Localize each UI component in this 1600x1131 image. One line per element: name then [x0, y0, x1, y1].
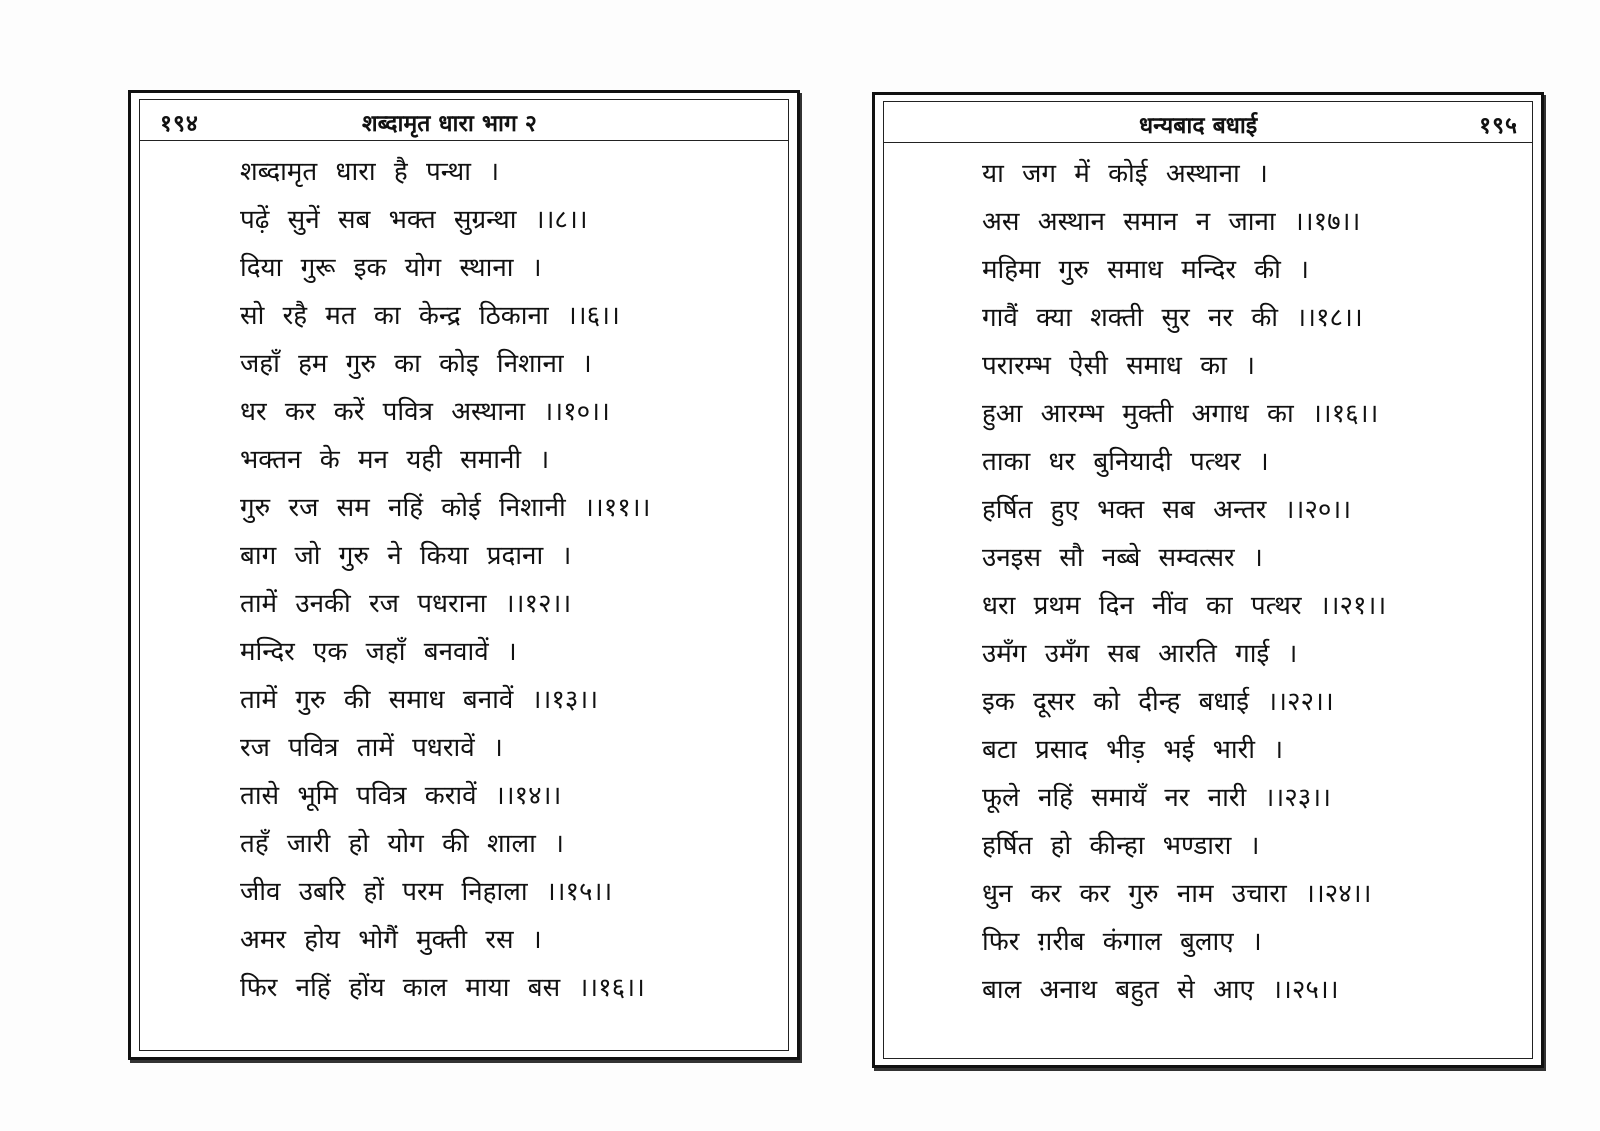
verse-line: शब्दामृत धारा है पन्था । — [240, 157, 500, 187]
verse-line: धुन कर कर गुरु नाम उचारा ।।२४।। — [982, 879, 1372, 909]
verse-line: इक दूसर को दीन्ह बधाई ।।२२।। — [982, 687, 1334, 717]
verse-line: मन्दिर एक जहाँ बनवावें । — [240, 637, 517, 667]
verse-line: फूले नहिं समायँ नर नारी ।।२३।। — [982, 783, 1331, 813]
verse-line: बाल अनाथ बहुत से आए ।।२५।। — [982, 975, 1339, 1005]
verse-line: ताका धर बुनियादी पत्थर । — [982, 447, 1269, 477]
verse-line: हर्षित हुए भक्त सब अन्तर ।।२०।। — [982, 495, 1352, 525]
verse-line: पढ़ें सुनें सब भक्त सुग्रन्था ।।८।। — [240, 205, 588, 235]
verse-line: उमँग उमँग सब आरति गाई । — [982, 639, 1298, 669]
left-page-number: १९४ — [160, 111, 199, 137]
verse-line: तामें गुरु की समाध बनावें ।।१३।। — [240, 685, 599, 715]
verse-line: महिमा गुरु समाध मन्दिर की । — [982, 255, 1310, 285]
verse-line: तामें उनकी रज पधराना ।।१२।। — [240, 589, 572, 619]
verse-line: गुरु रज सम नहिं कोई निशानी ।।११।। — [240, 493, 651, 523]
verse-line: जीव उबरि हों परम निहाला ।।१५।। — [240, 877, 613, 907]
verse-line: दिया गुरू इक योग स्थाना । — [240, 253, 542, 283]
verse-line: या जग में कोई अस्थाना । — [982, 159, 1268, 189]
verse-line: उनइस सौ नब्बे सम्वत्सर । — [982, 543, 1263, 573]
verse-line: परारम्भ ऐसी समाध का । — [982, 351, 1255, 381]
left-page-header — [140, 100, 788, 141]
left-page-frame — [139, 99, 789, 1051]
verse-line: गावैं क्या शक्ती सुर नर की ।।१८।। — [982, 303, 1363, 333]
verse-line: तहँ जारी हो योग की शाला । — [240, 829, 564, 859]
left-page-title: शब्दामृत धारा भाग २ — [362, 111, 537, 137]
verse-line: बटा प्रसाद भीड़ भई भारी । — [982, 735, 1284, 765]
right-page-frame — [883, 101, 1533, 1059]
verse-line: रज पवित्र तामें पधरावें । — [240, 733, 503, 763]
verse-line: अस अस्थान समान न जाना ।।१७।। — [982, 207, 1361, 237]
verse-line: भक्तन के मन यही समानी । — [240, 445, 550, 475]
verse-line: फिर नहिं होंय काल माया बस ।।१६।। — [240, 973, 645, 1003]
verse-line: धरा प्रथम दिन नींव का पत्थर ।।२१।। — [982, 591, 1387, 621]
verse-line: तासे भूमि पवित्र करावें ।।१४।। — [240, 781, 562, 811]
verse-line: सो रहै मत का केन्द्र ठिकाना ।।६।। — [240, 301, 620, 331]
verse-line: हुआ आरम्भ मुक्ती अगाध का ।।१६।। — [982, 399, 1379, 429]
verse-line: बाग जो गुरु ने किया प्रदाना । — [240, 541, 572, 571]
right-page-number: १९५ — [1479, 113, 1518, 139]
verse-line: धर कर करें पवित्र अस्थाना ।।१०।। — [240, 397, 610, 427]
left-page — [128, 90, 800, 1060]
verse-line: अमर होय भोगैं मुक्ती रस । — [240, 925, 542, 955]
verse-line: हर्षित हो कीन्हा भण्डारा । — [982, 831, 1260, 861]
right-page — [872, 92, 1544, 1068]
right-page-title: धन्यबाद बधाई — [1139, 113, 1258, 139]
verse-line: जहाँ हम गुरु का कोइ निशाना । — [240, 349, 592, 379]
right-page-header — [884, 102, 1532, 143]
verse-line: फिर ग़रीब कंगाल बुलाए । — [982, 927, 1262, 957]
